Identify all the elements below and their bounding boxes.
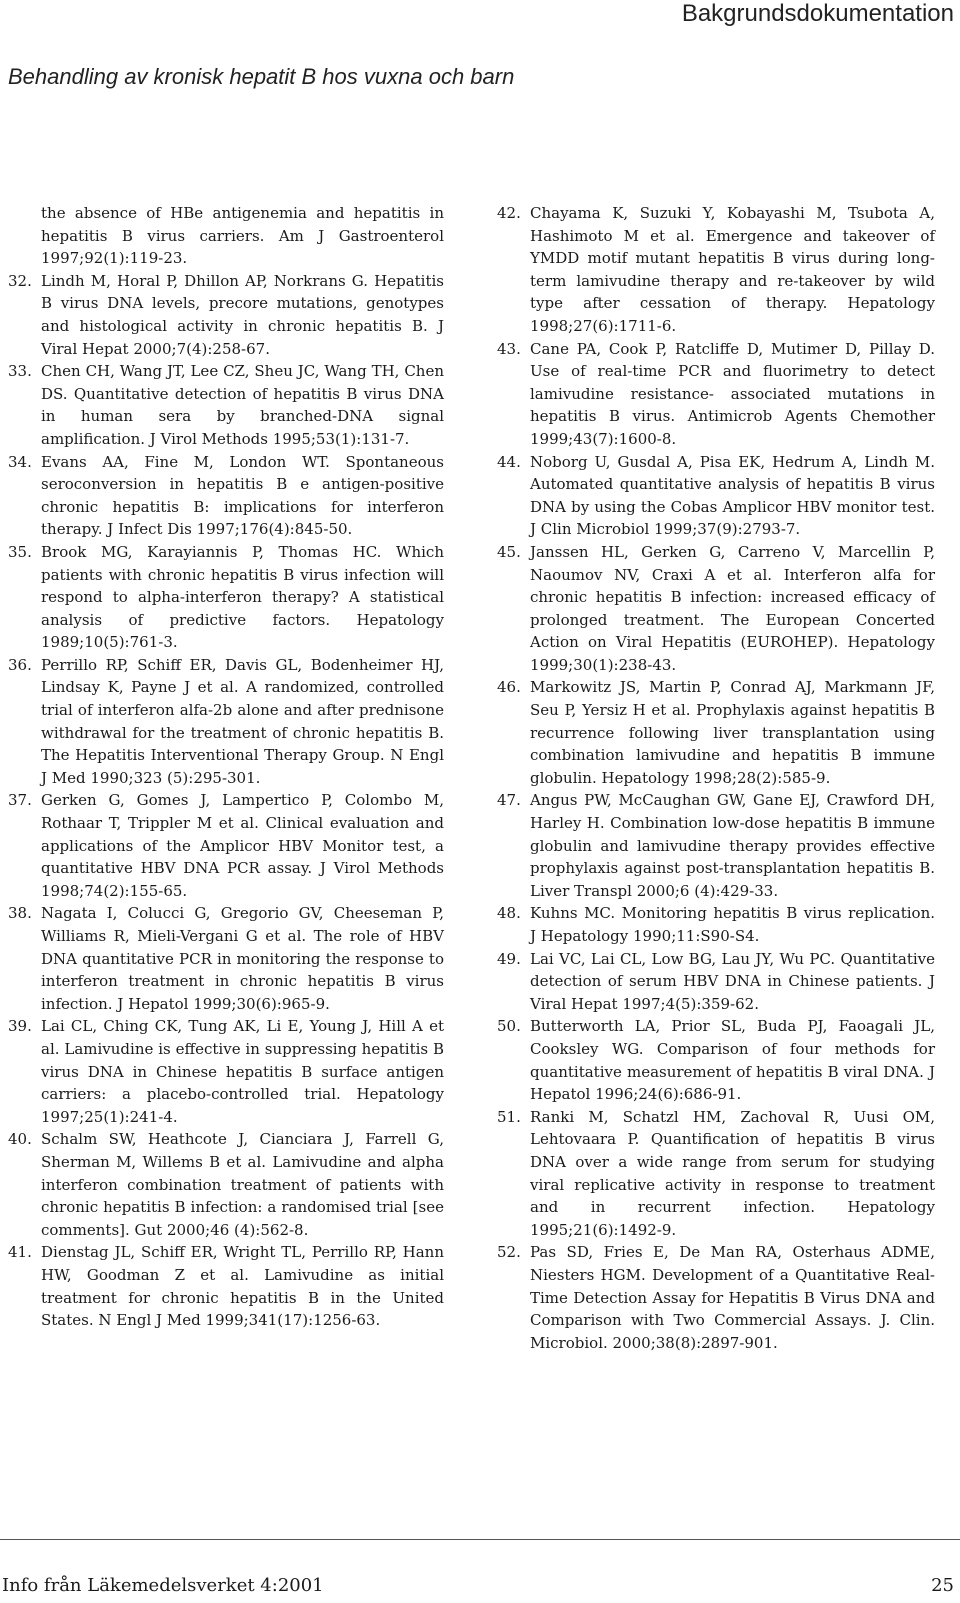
reference-text: Lai CL, Ching CK, Tung AK, Li E, Young J, Hill A et al. Lamivudine is effective in suppressing hepatitis B virus DNA in Chinese hepatitis B surface antigen carriers: a placebo-controlled trial. Hepatology 1997;25(1):241-4. bbox=[41, 1017, 444, 1126]
reference-text: Lindh M, Horal P, Dhillon AP, Norkrans G. Hepatitis B virus DNA levels, precore mutations, genotypes and histological activity in chronic hepatitis B. J Viral Hepat 2000;7(4):258-67. bbox=[41, 271, 444, 358]
reference-text: Noborg U, Gusdal A, Pisa EK, Hedrum A, Lindh M. Automated quantitative analysis of hepatitis B virus DNA by using the Cobas Amplicor HBV monitor test. J Clin Microbiol 1999;37(9):2793-7. bbox=[530, 452, 935, 539]
reference-text: Gerken G, Gomes J, Lampertico P, Colombo M, Rothaar T, Trippler M et al. Clinical evaluation and applications of the Amplicor HBV Monitor test, a quantitative HBV DNA PCR assay. J Virol Methods 1998;74(2):155-65. bbox=[41, 791, 444, 900]
reference-number: 36. bbox=[8, 655, 32, 674]
reference-text: Evans AA, Fine M, London WT. Spontaneous seroconversion in hepatitis B e antigen-positive chronic hepatitis B: implications for interferon therapy. J Infect Dis 1997;176(4):845-50. bbox=[41, 452, 444, 539]
reference-item bbox=[8, 360, 444, 450]
footer-rule bbox=[0, 1539, 960, 1540]
reference-number: 35. bbox=[8, 542, 32, 561]
reference-text: Pas SD, Fries E, De Man RA, Osterhaus ADME, Niesters HGM. Development of a Quantitative Real-Time Detection Assay for Hepatitis B Virus DNA and Comparison with Two Commercial Assays. J. Clin. Microbiol. 2000;38(8):2897-901. bbox=[530, 1243, 935, 1352]
reference-number: 52. bbox=[497, 1243, 521, 1262]
document-title: Behandling av kronisk hepatit B hos vuxna och barn bbox=[8, 64, 515, 89]
reference-item bbox=[497, 338, 935, 451]
reference-item bbox=[497, 1241, 935, 1354]
reference-number: 40. bbox=[8, 1130, 32, 1149]
reference-number: 34. bbox=[8, 452, 32, 471]
reference-item bbox=[497, 902, 935, 947]
reference-item bbox=[497, 1106, 935, 1242]
left-reference-column bbox=[8, 202, 444, 1332]
reference-text: Nagata I, Colucci G, Gregorio GV, Cheeseman P, Williams R, Mieli-Vergani G et al. The role of HBV DNA quantitative PCR in monitoring the response to interferon treatment in chronic hepatitis B virus infection. J Hepatol 1999;30(6):965-9. bbox=[41, 904, 444, 1013]
reference-item bbox=[8, 1128, 444, 1241]
right-reference-column bbox=[497, 202, 935, 1354]
reference-text: Chayama K, Suzuki Y, Kobayashi M, Tsubota A, Hashimoto M et al. Emergence and takeover of YMDD motif mutant hepatitis B virus during long-term lamivudine therapy and re-takeover by wild type after cessation of therapy. Hepatology 1998;27(6):1711-6. bbox=[530, 204, 935, 335]
reference-number: 43. bbox=[497, 339, 521, 358]
reference-text: Lai VC, Lai CL, Low BG, Lau JY, Wu PC. Quantitative detection of serum HBV DNA in Chinese patients. J Viral Hepat 1997;4(5):359-62. bbox=[530, 949, 935, 1013]
reference-text: Angus PW, McCaughan GW, Gane EJ, Crawford DH, Harley H. Combination low-dose hepatitis B immune globulin and lamivudine therapy provides effective prophylaxis against post-transplantation hepatitis B. Liver Transpl 2000;6 (4):429-33. bbox=[530, 791, 935, 900]
reference-item bbox=[8, 1015, 444, 1128]
reference-item bbox=[8, 902, 444, 1015]
reference-text: Ranki M, Schatzl HM, Zachoval R, Uusi OM, Lehtovaara P. Quantification of hepatitis B virus DNA over a wide range from serum for studying viral replicative activity in response to treatment and in recurrent infection. Hepatology 1995;21(6):1492-9. bbox=[530, 1107, 935, 1239]
footer-publication: Info från Läkemedelsverket 4:2001 bbox=[2, 1575, 324, 1596]
reference-item bbox=[497, 789, 935, 902]
reference-item bbox=[8, 1241, 444, 1331]
reference-number: 46. bbox=[497, 678, 521, 697]
reference-number: 37. bbox=[8, 791, 32, 810]
reference-text: Butterworth LA, Prior SL, Buda PJ, Faoagali JL, Cooksley WG. Comparison of four methods for quantitative measurement of hepatitis B viral DNA. J Hepatol 1996;24(6):686-91. bbox=[530, 1017, 935, 1104]
reference-item bbox=[8, 270, 444, 360]
reference-item bbox=[8, 541, 444, 654]
reference-number: 32. bbox=[8, 271, 32, 290]
reference-number: 51. bbox=[497, 1107, 521, 1126]
reference-text: Brook MG, Karayiannis P, Thomas HC. Which patients with chronic hepatitis B virus infection will respond to alpha-interferon therapy? A statistical analysis of predictive factors. Hepatology 1989;10(5):761-3. bbox=[41, 542, 444, 652]
reference-text: Janssen HL, Gerken G, Carreno V, Marcellin P, Naoumov NV, Craxi A et al. Interferon alfa for chronic hepatitis B infection: increased efficacy of prolonged treatment. The European Concerted Action on Viral Hepatitis (EUROHEP). Hepatology 1999;30(1):238-43. bbox=[530, 542, 935, 674]
reference-text: Chen CH, Wang JT, Lee CZ, Sheu JC, Wang TH, Chen DS. Quantitative detection of hepatitis B virus DNA in human sera by branched-DNA signal amplification. J Virol Methods 1995;53(1):131-7. bbox=[41, 362, 444, 448]
reference-text: Kuhns MC. Monitoring hepatitis B virus replication. J Hepatology 1990;11:S90-S4. bbox=[530, 904, 935, 945]
reference-item bbox=[497, 676, 935, 789]
reference-text: Perrillo RP, Schiff ER, Davis GL, Bodenheimer HJ, Lindsay K, Payne J et al. A randomized, controlled trial of interferon alfa-2b alone and after prednisone withdrawal for the treatment of chronic hepatitis B. The Hepatitis Interventional Therapy Group. N Engl J Med 1990;323 (5):295-301. bbox=[41, 655, 444, 787]
reference-continuation: the absence of HBe antigenemia and hepatitis in hepatitis B virus carriers. Am J Gastroenterol 1997;92(1):119-23. bbox=[41, 204, 444, 268]
reference-text: Schalm SW, Heathcote J, Cianciara J, Farrell G, Sherman M, Willems B et al. Lamivudine and alpha interferon combination treatment of patients with chronic hepatitis B infection: a randomised trial [see comments]. Gut 2000;46 (4):562-8. bbox=[41, 1130, 444, 1239]
reference-number: 39. bbox=[8, 1017, 32, 1036]
reference-text: Markowitz JS, Martin P, Conrad AJ, Markmann JF, Seu P, Yersiz H et al. Prophylaxis against hepatitis B recurrence following liver transplantation using combination lamivudine and hepatitis B immune globulin. Hepatology 1998;28(2):585-9. bbox=[530, 678, 935, 787]
reference-number: 33. bbox=[8, 362, 32, 381]
reference-number: 48. bbox=[497, 904, 521, 923]
reference-item bbox=[8, 789, 444, 902]
reference-item bbox=[497, 948, 935, 1016]
reference-item bbox=[497, 202, 935, 338]
reference-text: Dienstag JL, Schiff ER, Wright TL, Perrillo RP, Hann HW, Goodman Z et al. Lamivudine as initial treatment for chronic hepatitis B in the United States. N Engl J Med 1999;341(17):1256-63. bbox=[41, 1243, 444, 1330]
reference-item bbox=[497, 451, 935, 541]
reference-number: 41. bbox=[8, 1243, 32, 1262]
reference-item bbox=[497, 1015, 935, 1105]
section-header: Bakgrundsdokumentation bbox=[681, 0, 954, 27]
reference-number: 47. bbox=[497, 791, 521, 810]
reference-text: Cane PA, Cook P, Ratcliffe D, Mutimer D, Pillay D. Use of real-time PCR and fluorimetry to detect lamivudine resistance- associated mutations in hepatitis B virus. Antimicrob Agents Chemother 1999;43(7):1600-8. bbox=[530, 339, 935, 448]
page-number: 25 bbox=[931, 1575, 954, 1596]
reference-number: 38. bbox=[8, 904, 32, 923]
reference-item bbox=[8, 654, 444, 790]
reference-number: 44. bbox=[497, 452, 521, 471]
reference-number: 45. bbox=[497, 542, 521, 561]
reference-item bbox=[8, 451, 444, 541]
reference-number: 49. bbox=[497, 949, 521, 968]
reference-number: 42. bbox=[497, 204, 521, 222]
reference-item bbox=[497, 541, 935, 677]
reference-number: 50. bbox=[497, 1017, 521, 1036]
